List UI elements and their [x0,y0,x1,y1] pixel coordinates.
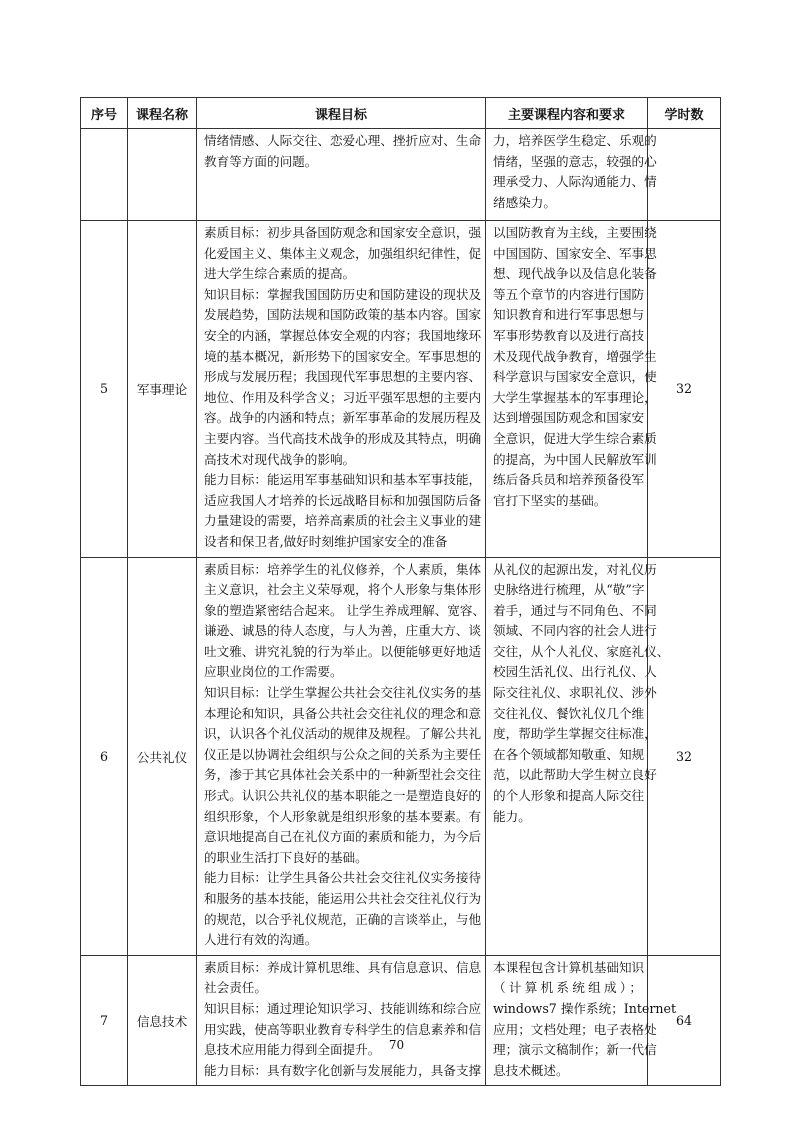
table-row [81,955,721,1086]
text-line: 以国防教育为主线，主要围绕 [493,225,657,240]
text-line: 组织形象，个人形象就是组织形象的基本要素。有 [204,808,482,824]
cell-course-name: 军事理论 [128,221,197,558]
text-line: 知识目标：掌握我国国防历史和国防建设的现状及 [204,286,482,302]
text-line: 息技术应用能力得到全面提升。 [204,1042,381,1058]
header-hours: 学时数 [648,98,721,129]
text-line: 的规范，以合乎礼仪规范，正确的言谈举止，与他 [204,911,482,927]
cell-no: 7 [81,955,128,1086]
text-line: 识，认识各个礼仪活动的规律及规程。了解公共礼 [204,726,482,742]
header-no: 序号 [81,98,128,129]
text-line: 际交往礼仪、求职礼仪、涉外 [493,685,657,701]
text-line: 设者和保卫者,做好时刻维护国家安全的准备 [204,533,448,549]
text-line: windows7 操作系统；Internet [493,1000,677,1016]
text-line: 能力目标：具有数字化创新与发展能力，具备支撑 [204,1062,482,1078]
text-line: 主要内容。当代高技术战争的形成及其特点，明确 [204,430,482,446]
course-table [80,97,721,1086]
text-line: 意识地提高自己在礼仪方面的素质和能力，为今后 [204,829,482,845]
text-line: 谦逊、诚恳的待人态度，与人为善，庄重大方、谈 [204,623,482,639]
text-line: 仪正是以协调社会组织与公众之间的关系为主要任 [204,746,482,762]
text-line: 全意识，促进大学生综合素质 [493,430,657,446]
text-line: 力，培养医学生稳定、乐观的 [493,133,657,148]
cell-course-name: 公共礼仪 [128,557,197,955]
text-line: 的职业生活打下良好的基础。 [204,849,368,865]
text-line: 能力。 [493,808,531,824]
cell-course-goals [197,221,486,558]
text-line: 本理论和知识，具备公共社会交往礼仪的理念和意 [204,705,482,721]
text-line: 校园生活礼仪、出行礼仪、人 [493,664,657,680]
cell-course-content [486,955,677,1086]
text-line: 象的塑造紧密结合起来。 让学生养成理解、宽容、 [204,602,486,618]
text-line: 的提高，为中国人民解放军训 [493,451,657,467]
text-line: 理；演示文稿制作；新一代信 [493,1042,657,1058]
text-line: （计算机系统组成）； [493,980,642,996]
text-line: 想、现代战争以及信息化装备 [493,266,657,282]
page-number: 70 [388,1038,405,1052]
table-row [81,221,721,558]
text-line: 吐文雅、讲究礼貌的行为举止。以便能够更好地适 [204,643,482,659]
text-line: 绪感染力。 [493,194,556,210]
table-row [81,557,721,955]
text-line: 领域、不同内容的社会人进行 [493,623,657,639]
cell-course-content [486,221,657,558]
text-line: 练后备兵员和培养预备役军 [493,472,645,488]
text-line: 史脉络进行梳理，从“敬”字 [493,582,645,598]
text-line: 安全的内涵，掌握总体安全观的内容；我国地缘环 [204,327,482,343]
text-line: 形式。认识公共礼仪的基本职能之一是塑造良好的 [204,788,482,804]
text-line: 从礼仪的起源出发，对礼仪历 [493,561,657,577]
text-line: 科学意识与国家安全意识，使 [493,369,657,385]
text-line: 能力目标：能运用军事基础知识和基本军事技能， [204,472,482,488]
text-line: 中国国防、国家安全、军事思 [493,245,657,261]
text-line: 范，以此帮助大学生树立良好 [493,767,657,783]
text-line: 和服务的基本技能，能运用公共社会交往礼仪行为 [204,891,482,906]
text-line: 化爱国主义、集体主义观念，加强组织纪律性，促 [204,245,482,261]
text-line: 进大学生综合素质的提高。 [204,266,356,282]
table-header-row [81,98,721,129]
text-line: 息技术概述。 [493,1062,569,1078]
cell-course-goals [197,557,486,955]
text-line: 军事形势教育以及进行高技 [493,327,645,343]
text-line: 教育等方面的问题。 [204,153,318,169]
cell-hours: 32 [648,557,721,955]
cell-hours [648,129,721,221]
text-line: 境的基本概况，新形势下的国家安全。军事思想的 [204,348,482,364]
header-course-goals: 课程目标 [197,98,486,129]
cell-course-content [486,557,670,955]
text-line: 达到增强国防观念和国家安 [493,410,645,426]
text-line: 知识目标：通过理论知识学习、技能训练和综合应 [204,1000,482,1016]
cell-hours: 32 [648,221,721,558]
text-line: 应用；文档处理；电子表格处 [493,1021,657,1037]
text-line: 适应我国人才培养的长远战略目标和加强国防后备 [204,492,482,508]
cell-course-goals [197,955,486,1086]
text-line: 社会责任。 [204,980,267,996]
cell-course-goals [197,129,486,221]
text-line: 等五个章节的内容进行国防 [493,286,645,302]
cell-no: 6 [81,557,128,955]
text-line: 能力目标：让学生具备公共社会交往礼仪实务接待 [204,870,482,886]
text-line: 主义意识，社会主义荣辱观，将个人形象与集体形 [204,582,482,598]
cell-hours: 64 [648,955,721,1086]
cell-no [81,129,128,221]
cell-course-name: 信息技术 [128,955,197,1086]
header-course-content: 主要课程内容和要求 [486,98,648,129]
text-line: 本课程包含计算机基础知识 [493,959,645,975]
text-line: 大学生掌握基本的军事理论， [493,389,657,405]
text-line: 素质目标：初步具备国防观念和国家安全意识，强 [204,225,482,240]
text-line: 地位、作用及科学含义；习近平强军思想的主要内 [204,389,482,405]
text-line: 情绪，坚强的意志，较强的心 [493,153,657,169]
text-line: 力量建设的需要，培养高素质的社会主义事业的建 [204,513,482,529]
text-line: 理承受力、人际沟通能力、情 [493,174,657,190]
text-line: 交往，从个人礼仪、家庭礼仪、 [493,643,670,659]
text-line: 人进行有效的沟通。 [204,932,318,948]
text-line: 的个人形象和提高人际交往 [493,788,645,804]
text-line: 用实践，使高等职业教育专科学生的信息素养和信 [204,1021,482,1037]
text-line: 知识教育和进行军事思想与 [493,307,645,323]
table-row [81,129,721,221]
text-line: 素质目标：养成计算机思维、具有信息意识、信息 [204,959,482,975]
text-line: 情绪情感、人际交往、恋爱心理、挫折应对、生命 [204,133,482,148]
text-line: 应职业岗位的工作需要。 [204,664,343,680]
text-line: 高技术对现代战争的影响。 [204,451,356,467]
text-line: 形成与发展历程；我国现代军事思想的主要内容、 [204,369,482,385]
text-line: 着手，通过与不同角色、不同 [493,602,657,618]
text-line: 素质目标：培养学生的礼仪修养，个人素质，集体 [204,561,482,577]
text-line: 务，渗于其它具体社会关系中的一种新型社会交往 [204,767,482,783]
text-line: 官打下坚实的基础。 [493,492,607,508]
cell-no: 5 [81,221,128,558]
text-line: 在各个领域都知敬重、知规 [493,746,645,762]
cell-course-content [486,129,657,221]
cell-course-name [128,129,197,221]
text-line: 术及现代战争教育，增强学生 [493,348,657,364]
text-line: 度，帮助学生掌握交往标准， [493,726,657,742]
text-line: 发展趋势，国防法规和国防政策的基本内容。国家 [204,307,482,323]
text-line: 交往礼仪、餐饮礼仪几个维 [493,705,645,721]
text-line: 知识目标：让学生掌握公共社会交往礼仪实务的基 [204,685,482,701]
header-course-name: 课程名称 [128,98,197,129]
text-line: 容。战争的内涵和特点；新军事革命的发展历程及 [204,410,482,426]
